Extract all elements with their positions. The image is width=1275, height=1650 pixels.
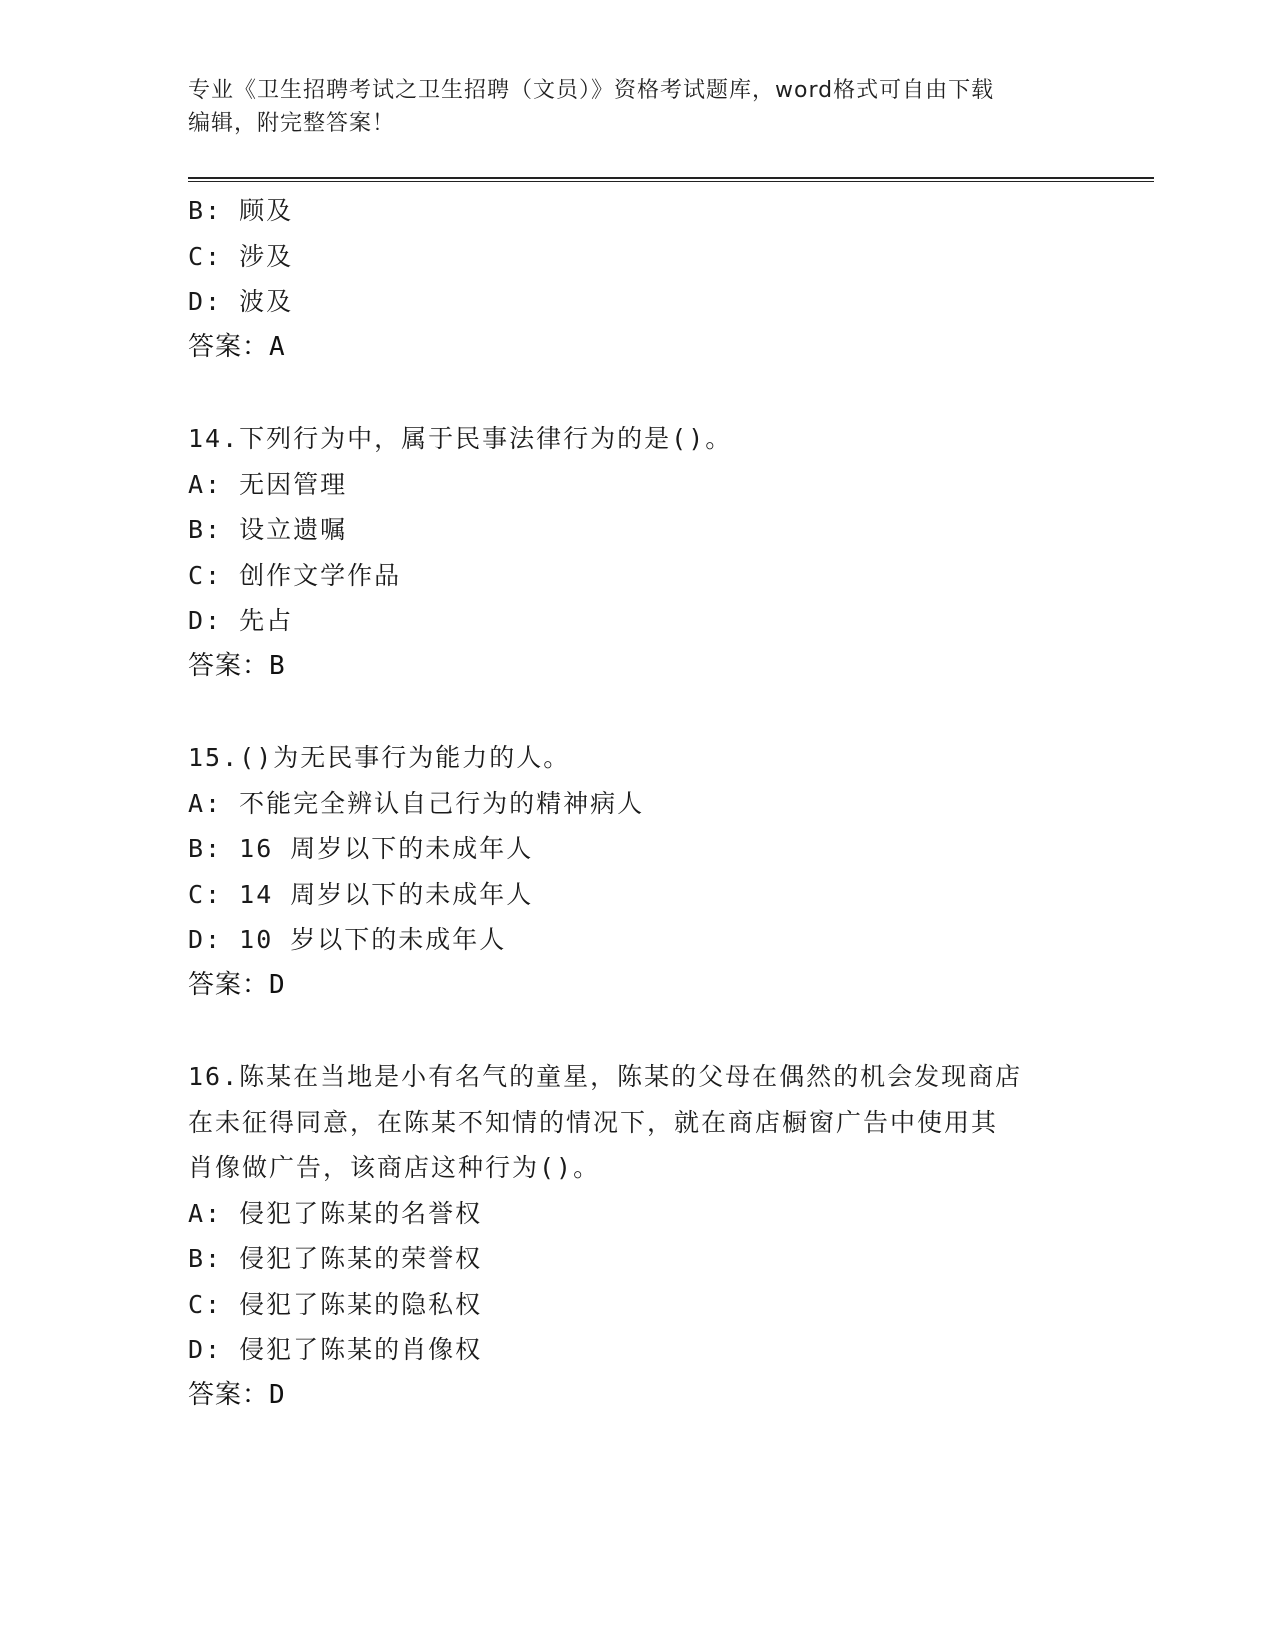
document-header (188, 74, 1068, 140)
question-list (188, 188, 1068, 1418)
option-d: D: 侵犯了陈某的肖像权 (188, 1335, 483, 1364)
option-c: C: 侵犯了陈某的隐私权 (188, 1289, 483, 1319)
answer (188, 1373, 1068, 1419)
option-d: D: 波及 (188, 287, 294, 316)
option-b: B: 顾及 (188, 196, 294, 225)
option-a: A: 无因管理 (188, 469, 348, 499)
spacer (188, 370, 1068, 416)
question-stem: 15.()为无民事行为能力的人。 (188, 743, 571, 772)
question-13 (188, 188, 1068, 370)
question-14 (188, 416, 1068, 689)
answer (188, 325, 1068, 371)
spacer (188, 689, 1068, 735)
answer-value: D (269, 1379, 286, 1410)
document-page (188, 0, 1154, 1650)
answer-value: A (269, 331, 286, 362)
answer-label: 答案： (188, 331, 270, 362)
question-stem-line-2: 在未征得同意，在陈某不知情的情况下，就在商店橱窗广告中使用其 (188, 1107, 999, 1137)
option-b: B: 侵犯了陈某的荣誉权 (188, 1244, 483, 1273)
answer-label: 答案： (188, 1379, 270, 1410)
option-c: C: 14 周岁以下的未成年人 (188, 879, 534, 909)
question-stem-line-3: 肖像做广告，该商店这种行为()。 (188, 1153, 601, 1182)
option-d: D: 先占 (188, 606, 294, 635)
answer (188, 644, 1068, 690)
question-stem: 14.下列行为中，属于民事法律行为的是()。 (188, 424, 733, 453)
answer-value: D (269, 969, 286, 1000)
option-a: A: 侵犯了陈某的名誉权 (188, 1198, 483, 1228)
header-divider (188, 177, 1154, 182)
option-a: A: 不能完全辨认自己行为的精神病人 (188, 788, 645, 818)
question-16 (188, 1054, 1068, 1418)
answer-value: B (269, 650, 286, 681)
answer (188, 963, 1068, 1009)
question-15 (188, 735, 1068, 1008)
option-c: C: 创作文学作品 (188, 560, 402, 590)
option-c: C: 涉及 (188, 241, 294, 271)
option-b: B: 16 周岁以下的未成年人 (188, 834, 534, 863)
header-line-1: 专业《卫生招聘考试之卫生招聘（文员）》资格考试题库，word格式可自由下载 (188, 78, 995, 103)
header-line-2: 编辑，附完整答案！ (188, 111, 396, 136)
spacer (188, 1008, 1068, 1054)
question-stem-line-1: 16.陈某在当地是小有名气的童星，陈某的父母在偶然的机会发现商店 (188, 1062, 1023, 1091)
option-d: D: 10 岁以下的未成年人 (188, 925, 507, 954)
answer-label: 答案： (188, 650, 270, 681)
option-b: B: 设立遗嘱 (188, 515, 348, 544)
answer-label: 答案： (188, 969, 270, 1000)
